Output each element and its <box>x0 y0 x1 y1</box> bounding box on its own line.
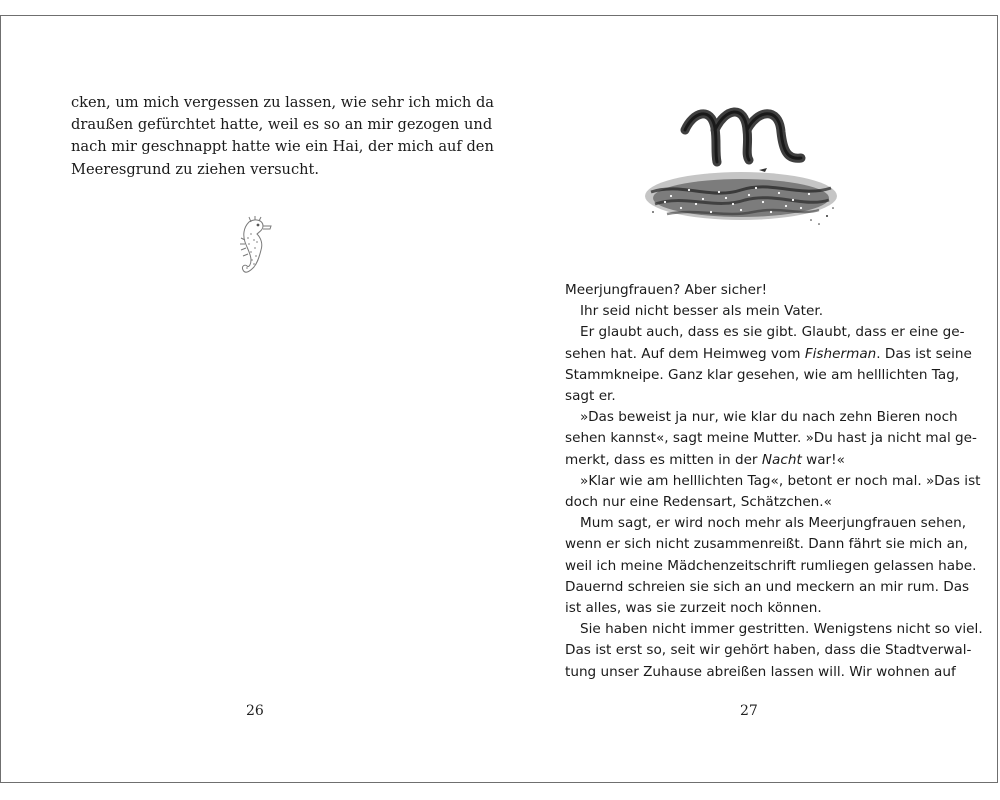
right-line: sehen kannst«, sagt meine Mutter. »Du hast ja nicht mal ge- <box>565 430 977 447</box>
italic-text: Fisherman <box>804 345 877 362</box>
right-line <box>565 450 931 471</box>
book-spread <box>0 15 998 783</box>
right-line: Das ist erst so, seit wir gehört haben, dass die Stadtverwal- <box>565 642 972 659</box>
right-line: »Das beweist ja nur, wie klar du nach zehn Bieren noch <box>580 409 958 426</box>
right-line: Meerjungfrauen? Aber sicher! <box>565 282 768 298</box>
right-line: weil ich meine Mädchenzeitschrift rumliegen gelassen habe. <box>565 557 977 574</box>
line-text: merkt, dass es mitten in der <box>565 451 762 468</box>
right-line: tung unser Zuhause abreißen lassen will. Wir wohnen auf <box>565 663 956 680</box>
italic-text: Nacht <box>761 451 802 468</box>
right-line <box>565 344 972 365</box>
right-line: doch nur eine Redensart, Schätzchen.« <box>565 494 832 511</box>
line-text: sehen hat. Auf dem Heimweg vom <box>565 345 805 362</box>
right-line: Er glaubt auch, dass es sie gibt. Glaubt, dass er eine ge- <box>580 324 965 341</box>
page-number-left: 26 <box>246 703 264 719</box>
page-number-right: 27 <box>740 703 758 719</box>
left-line: nach mir geschnappt hatte wie ein Hai, der mich auf den <box>71 138 494 156</box>
right-line: ist alles, was sie zurzeit noch können. <box>565 600 822 617</box>
left-line: Meeresgrund zu ziehen versucht. <box>71 160 320 178</box>
line-text: . Das ist seine <box>876 345 972 362</box>
right-line: Sie haben nicht immer gestritten. Wenigstens nicht so viel. <box>580 621 983 638</box>
right-line: sagt er. <box>565 388 616 405</box>
left-page-body <box>71 92 495 181</box>
right-page-body <box>565 280 983 683</box>
seahorse-illustration <box>229 214 275 282</box>
right-line: Stammkneipe. Ganz klar gesehen, wie am helllichten Tag, <box>565 366 960 383</box>
line-text: war!« <box>801 451 845 468</box>
right-line: Dauernd schreien sie sich an und meckern an mir rum. Das <box>565 578 970 595</box>
right-line: Ihr seid nicht besser als mein Vater. <box>580 303 824 320</box>
left-line: cken, um mich vergessen zu lassen, wie sehr ich mich da <box>71 94 495 111</box>
dropcap-m-illustration <box>641 100 841 236</box>
right-line: wenn er sich nicht zusammenreißt. Dann fährt sie mich an, <box>565 536 968 553</box>
right-line: »Klar wie am helllichten Tag«, betont er noch mal. »Das ist <box>580 472 981 489</box>
right-line: Mum sagt, er wird noch mehr als Meerjungfrauen sehen, <box>580 515 967 532</box>
left-line: draußen gefürchtet hatte, weil es so an mir gezogen und <box>71 116 493 134</box>
